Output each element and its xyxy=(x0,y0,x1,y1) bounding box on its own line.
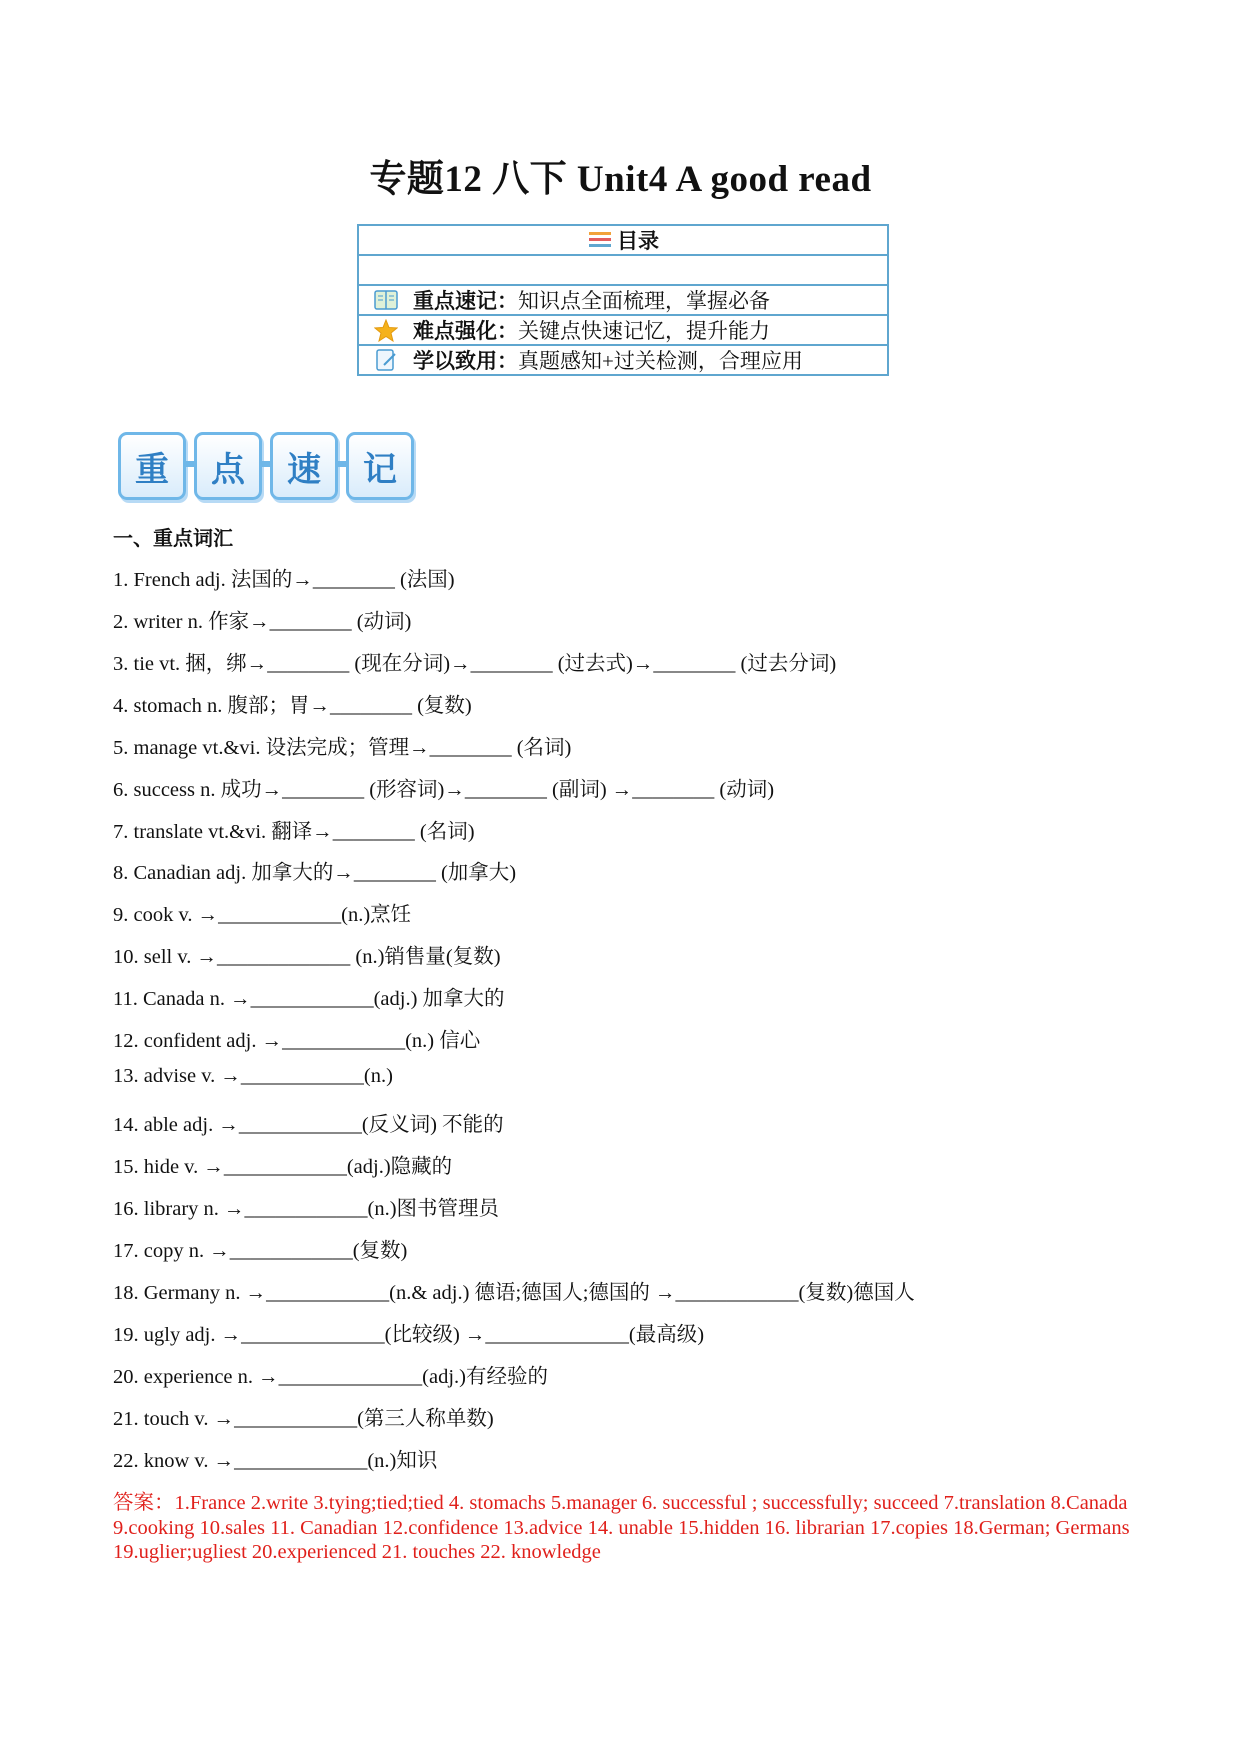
toc-item-text: 关键点快速记忆，提升能力 xyxy=(518,319,770,343)
banner-tile: 速 xyxy=(270,432,338,500)
vocab-item: 2. writer n. 作家→________ (动词) xyxy=(113,611,412,633)
toc-item-difficulties[interactable] xyxy=(359,316,887,346)
vocab-item: 20. experience n. →______________(adj.)有经验的 xyxy=(113,1366,548,1388)
vocab-item: 11. Canada n. →____________(adj.) 加拿大的 xyxy=(113,988,505,1010)
vocab-item: 1. French adj. 法国的→________ (法国) xyxy=(113,569,455,591)
vocab-item: 15. hide v. →____________(adj.)隐藏的 xyxy=(113,1156,453,1178)
toc-item-text: 知识点全面梳理，掌握必备 xyxy=(518,289,770,313)
vocab-item: 21. touch v. →____________(第三人称单数) xyxy=(113,1408,494,1430)
table-of-contents xyxy=(357,224,889,376)
vocab-item: 7. translate vt.&vi. 翻译→________ (名词) xyxy=(113,821,475,843)
toc-item-practice[interactable] xyxy=(359,346,887,374)
answer-key: 答案：1.France 2.write 3.tying;tied;tied 4. stomachs 5.manager 6. successful ; successfully; succeed 7.translation 8.Canada 9.cooking 10.sales 11. Canadian 12.confidence 13.advice 14. unable 15.hidden 16. librarian 17.copies 18.German; Germans 19.uglier;ugliest 20.experienced 21. touches 22. knowledge xyxy=(113,1492,1130,1563)
vocab-item: 16. library n. →____________(n.)图书管理员 xyxy=(113,1198,500,1220)
vocab-item: 9. cook v. →____________(n.)烹饪 xyxy=(113,904,412,926)
vocab-item: 18. Germany n. →____________(n.& adj.) 德语;德国人;德国的 →____________(复数)德国人 xyxy=(113,1282,915,1304)
toc-heading: 目录 xyxy=(617,229,659,253)
book-icon xyxy=(373,288,399,312)
vocab-item: 3. tie vt. 捆，绑→________ (现在分词)→________ (过去式)→________ (过去分词) xyxy=(113,653,837,675)
banner-tile: 重 xyxy=(118,432,186,500)
toc-item-key-points[interactable] xyxy=(359,286,887,316)
page-title: 专题12 八下 Unit4 A good read xyxy=(369,159,872,200)
vocab-item: 5. manage vt.&vi. 设法完成；管理→________ (名词) xyxy=(113,737,572,759)
vocab-item: 22. know v. →_____________(n.)知识 xyxy=(113,1450,438,1472)
toc-item-label: 学以致用： xyxy=(413,349,518,373)
banner-tile: 点 xyxy=(194,432,262,500)
toc-item-label: 重点速记： xyxy=(413,289,518,313)
toc-heading-row xyxy=(359,226,887,256)
banner-tile: 记 xyxy=(346,432,414,500)
toc-item-text: 真题感知+过关检测，合理应用 xyxy=(518,349,803,373)
toc-blank-row xyxy=(359,256,887,286)
list-icon xyxy=(587,230,613,250)
vocab-item: 19. ugly adj. →______________(比较级) →______________(最高级) xyxy=(113,1324,705,1346)
star-icon xyxy=(373,318,399,342)
section-title: 一、重点词汇 xyxy=(113,526,233,550)
vocab-item: 8. Canadian adj. 加拿大的→________ (加拿大) xyxy=(113,862,517,884)
vocab-item: 17. copy n. →____________(复数) xyxy=(113,1240,408,1262)
vocab-item: 12. confident adj. →____________(n.) 信心 xyxy=(113,1030,481,1052)
vocab-item: 6. success n. 成功→________ (形容词)→________ (副词) →________ (动词) xyxy=(113,779,775,801)
vocab-item: 13. advise v. →____________(n.) xyxy=(113,1065,393,1087)
vocab-item: 10. sell v. →_____________ (n.)销售量(复数) xyxy=(113,946,501,968)
toc-item-label: 难点强化： xyxy=(413,319,518,343)
vocab-item: 14. able adj. →____________(反义词) 不能的 xyxy=(113,1114,504,1136)
vocab-item: 4. stomach n. 腹部；胃→________ (复数) xyxy=(113,695,472,717)
edit-icon xyxy=(373,348,399,372)
